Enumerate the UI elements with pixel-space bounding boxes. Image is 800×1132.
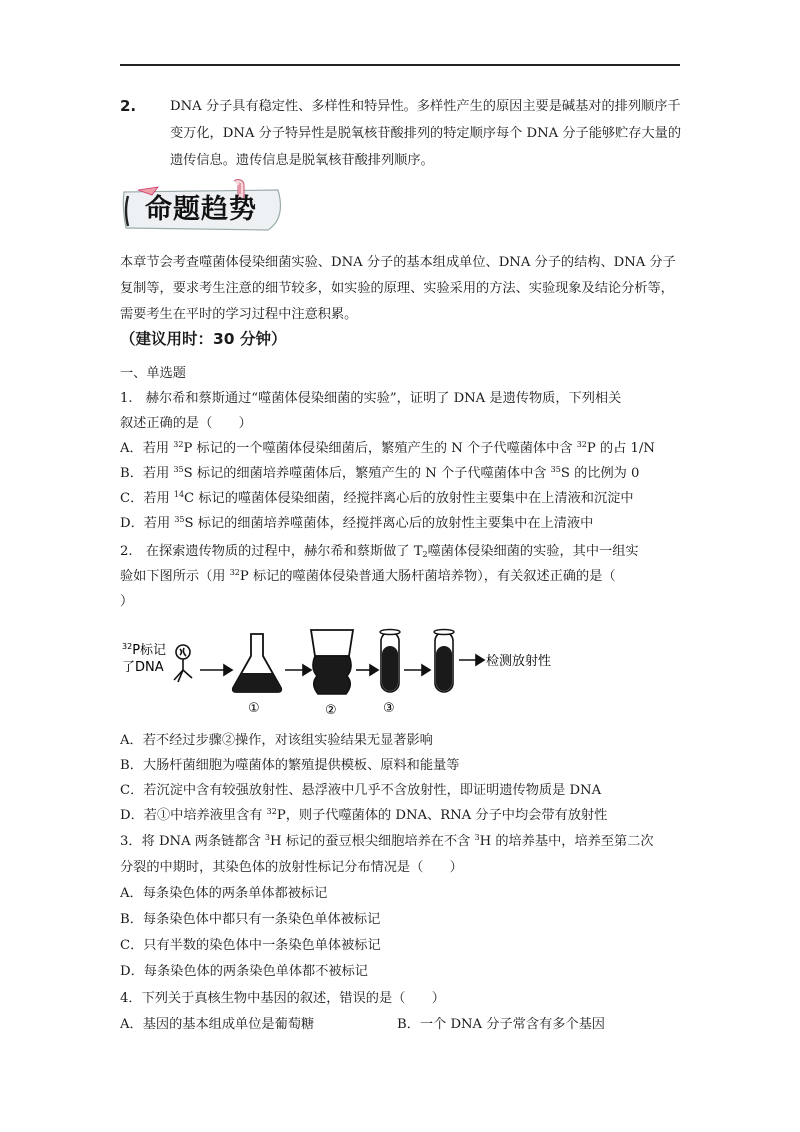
q4-option-a: A．基因的基本组成单位是葡萄糖 xyxy=(120,1017,315,1032)
q2-stem-line3: ） xyxy=(120,594,134,609)
point-number: 2. xyxy=(120,97,137,115)
arrow-icon xyxy=(459,655,484,665)
q3-option-c: C．只有半数的染色体中一条染色单体被标记 xyxy=(120,938,381,953)
q2-option-a: A．若不经过步骤②操作，对该组实验结果无显著影响 xyxy=(120,733,433,748)
experiment-figure xyxy=(120,628,600,723)
q1-option-b: B．若用 $^{35}$S 标记的细菌培养噬菌体后，繁殖产生的 N 个子代噬菌体中含 $^{35}$S 的比例为 0 xyxy=(120,465,640,481)
detect-radioactivity-label: 检测放射性 xyxy=(486,654,552,669)
test-tube-icon xyxy=(380,630,400,693)
suggested-time: （建议用时：30 分钟） xyxy=(120,330,287,348)
phage-icon xyxy=(174,645,192,682)
q2-stem-line2: 验如下图所示（用 $^{32}$P 标记的噬菌体侵染普通大肠杆菌培养物），有关叙述正确的是（ xyxy=(120,568,616,584)
q3-option-b: B．每条染色体中都只有一条染色单体被标记 xyxy=(120,912,381,927)
intro-paragraph: 本章节会考查噬菌体侵染细菌实验、DNA 分子的基本组成单位、DNA 分子的结构、DNA 分子复制等，要求考生注意的细节较多，如实验的原理、实验采用的方法、实验现象及结论分析等，需要考生在平时的学习过程中注意积累。 xyxy=(120,255,676,322)
fig-label-line2: 了DNA xyxy=(122,660,164,675)
q3-stem-line1: 3．将 DNA 两条链都含 $^3$H 标记的蚕豆根尖细胞培养在不含 $^3$H 的培养基中，培养至第二次 xyxy=(120,833,654,849)
q1-option-d: D．若用 $^{35}$S 标记的细菌培养噬菌体，经搅拌离心后的放射性主要集中在上清液中 xyxy=(120,515,594,531)
q1-option-c: C．若用 $^{14}$C 标记的噬菌体侵染细菌，经搅拌离心后的放射性主要集中在上清液和沉淀中 xyxy=(120,490,634,506)
test-tube-icon xyxy=(434,630,454,693)
arrow-icon xyxy=(356,665,378,675)
q3-stem-line2: 分裂的中期时，其染色体的放射性标记分布情况是（ ） xyxy=(120,860,463,875)
blender-icon xyxy=(311,630,353,694)
header-rule xyxy=(120,64,680,66)
banner-title: 命题趋势 xyxy=(145,194,257,225)
arrow-icon xyxy=(200,665,232,675)
q2-option-b: B．大肠杆菌细胞为噬菌体的繁殖提供模板、原料和能量等 xyxy=(120,758,460,773)
fig-label-line1: $^{32}$P标记 xyxy=(122,642,167,658)
q3-option-a: A．每条染色体的两条单体都被标记 xyxy=(120,886,328,901)
q4-stem: 4．下列关于真核生物中基因的叙述，错误的是（ ） xyxy=(120,991,445,1006)
q1-stem-line2: 叙述正确的是（ ） xyxy=(120,416,252,431)
step-1-label: ① xyxy=(248,701,260,716)
step-2-label: ② xyxy=(325,703,337,718)
flask-icon xyxy=(233,634,281,692)
q3-option-d: D．每条染色体的两条染色单体都不被标记 xyxy=(120,964,368,979)
q2-option-d: D．若①中培养液里含有 $^{32}$P，则子代噬菌体的 DNA、RNA 分子中均会带有放射性 xyxy=(120,807,608,823)
q1-stem-line1: 1. 赫尔希和蔡斯通过“噬菌体侵染细菌的实验”，证明了 DNA 是遗传物质，下列相关 xyxy=(120,391,622,406)
q1-option-a: A．若用 $^{32}$P 标记的一个噬菌体侵染细菌后，繁殖产生的 N 个子代噬菌体中含 $^{32}$P 的占 1/N xyxy=(120,440,655,456)
arrow-icon xyxy=(285,665,311,675)
point-paragraph: DNA 分子具有稳定性、多样性和特异性。多样性产生的原因主要是碱基对的排列顺序千变万化，DNA 分子特异性是脱氧核苷酸排列的特定顺序每个 DNA 分子能够贮存大量的遗传信息。遗传信息是脱氧核苷酸排列顺序。 xyxy=(170,99,682,168)
q4-option-b: B．一个 DNA 分子常含有多个基因 xyxy=(397,1017,605,1032)
q2-stem-line1: 2. 在探索遗传物质的过程中，赫尔希和蔡斯做了 $T_2$噬菌体侵染细菌的实验，其中一组实 xyxy=(120,544,639,559)
section-heading: 一、单选题 xyxy=(120,366,186,381)
step-3-label: ③ xyxy=(383,701,395,716)
q2-option-c: C．若沉淀中含有较强放射性、悬浮液中几乎不含放射性，即证明遗传物质是 DNA xyxy=(120,783,602,798)
arrow-icon xyxy=(404,665,430,675)
